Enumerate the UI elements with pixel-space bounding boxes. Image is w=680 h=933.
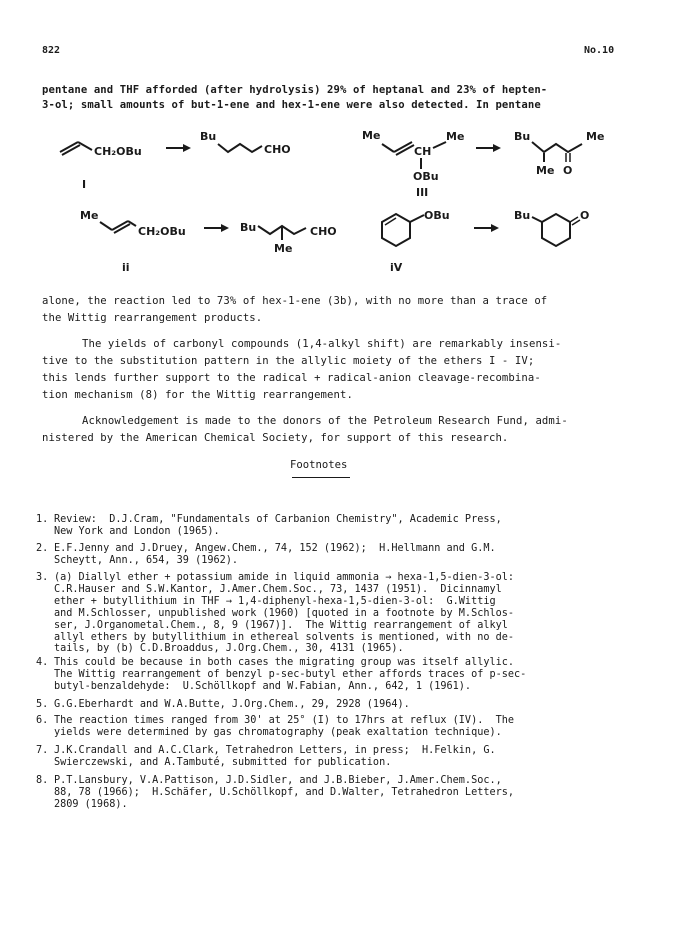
footnote-text [54, 657, 526, 693]
footnote-number: 1. [36, 514, 49, 525]
r3-obu: OBu [413, 170, 439, 183]
footnote-line: This could be because in both cases the migrating group was itself allylic. [54, 657, 515, 668]
footnote-number: 2. [36, 543, 49, 554]
footnote-number: 7. [36, 745, 49, 756]
r1-start-label: CH₂OBu [94, 145, 142, 158]
footnote-text [54, 514, 502, 538]
footnote-line: yields were determined by gas chromatography (peak exaltation technique). [54, 726, 502, 738]
r2-prod-me: Me [274, 242, 293, 255]
r2-prod-cho: CHO [310, 225, 337, 238]
r3-ch: CH [414, 145, 432, 158]
footnote-line: Scheytt, Ann., 654, 39 (1962). [54, 554, 239, 566]
footnote-number: 3. [36, 572, 49, 583]
footnote-line: The reaction times ranged from 30' at 25° (I) to 17hrs at reflux (IV). The [54, 715, 515, 726]
footnote-line: J.K.Crandall and A.C.Clark, Tetrahedron Letters, in press; H.Felkin, G. [54, 745, 496, 756]
footnotes-heading: Footnotes [290, 459, 348, 471]
footnote-line: tails, by (b) C.D.Broaddus, J.Org.Chem., 30, 4131 (1965). [54, 643, 404, 655]
footnote-number: 8. [36, 775, 49, 786]
footnote-text [54, 745, 496, 769]
paragraph-line: nistered by the American Chemical Society, for support of this research. [42, 432, 509, 444]
paragraph-line: this lends further support to the radical + radical-anion cleavage-recombina- [42, 372, 541, 384]
paragraph-line: tive to the substitution pattern in the allylic moiety of the ethers I - IV; [42, 355, 535, 367]
label-ii: ii [122, 261, 130, 274]
footnote-line: The Wittig rearrangement of benzyl p-sec-butyl ether affords traces of p-sec- [54, 668, 527, 680]
r3-prod-bu: Bu [514, 130, 531, 143]
r2-start-label: CH₂OBu [138, 225, 186, 238]
paragraph-line: The yields of carbonyl compounds (1,4-alkyl shift) are remarkably insensi- [82, 338, 562, 350]
footnote-line: New York and London (1965). [54, 525, 220, 537]
paragraph-line: Acknowledgement is made to the donors of the Petroleum Research Fund, admi- [82, 415, 568, 427]
page-number: 822 [42, 45, 61, 56]
footnote-line: 88, 78 (1966); H.Schäfer, U.Schöllkopf, and D.Walter, Tetrahedron Letters, [54, 786, 515, 798]
footnote-line: C.R.Hauser and S.W.Kantor, J.Amer.Chem.Soc., 73, 1437 (1951). Dicinnamyl [54, 583, 502, 595]
intro-line: pentane and THF afforded (after hydrolysis) 29% of heptanal and 23% of hepten- [42, 84, 548, 96]
footnote-line: P.T.Lansbury, V.A.Pattison, J.D.Sidler, and J.B.Bieber, J.Amer.Chem.Soc., [54, 775, 502, 786]
paragraph-line: alone, the reaction led to 73% of hex-1-ene (3b), with no more than a trace of [42, 295, 548, 307]
footnote-line: Review: D.J.Cram, "Fundamentals of Carbanion Chemistry", Academic Press, [54, 514, 502, 525]
journal-issue: No.10 [584, 45, 615, 56]
r2-prod-bu: Bu [240, 221, 257, 234]
label-iv: iV [390, 261, 403, 274]
footnote-line: butyl-benzaldehyde: U.Schöllkopf and W.Fabian, Ann., 642, 1 (1961). [54, 680, 472, 692]
footnote-line: and M.Schlosser, unpublished work (1960) [quoted in a footnote by M.Schlos- [54, 607, 515, 619]
r3-prod-me: Me [586, 130, 605, 143]
footnote-number: 5. [36, 699, 49, 710]
r3-me-right: Me [446, 130, 465, 143]
footnote-number: 4. [36, 657, 49, 668]
footnote-line: Swierczewski, and A.Tambuté, submitted for publication. [54, 756, 392, 768]
r4-prod-o: O [580, 209, 590, 222]
footnote-text [54, 543, 496, 567]
footnote-text [54, 715, 514, 739]
footnote-line: E.F.Jenny and J.Druey, Angew.Chem., 74, 152 (1962); H.Hellmann and G.M. [54, 543, 496, 554]
footnote-line: (a) Diallyl ether + potassium amide in liquid ammonia → hexa-1,5-dien-3-ol: [54, 572, 515, 583]
intro-line: 3-ol; small amounts of but-1-ene and hex-1-ene were also detected. In pentane [42, 99, 541, 111]
paragraph-line: the Wittig rearrangement products. [42, 312, 263, 324]
label-iii: III [416, 186, 429, 199]
r3-prod-o: O [563, 164, 573, 177]
r4-prod-bu: Bu [514, 209, 531, 222]
footnote-line: ether + butyllithium in THF → 1,4-diphenyl-hexa-1,5-dien-3-ol: G.Wittig [54, 595, 496, 607]
footnote-line: 2809 (1968). [54, 798, 128, 810]
r3-prod-me-lower: Me [536, 164, 555, 177]
footnote-line: ser, J.Organometal.Chem., 8, 9 (1967)]. The Wittig rearrangement of alkyl [54, 619, 508, 631]
footnote-text [54, 775, 514, 811]
footnote-line: allyl ethers by butyllithium in ethereal solvents is mentioned, with no de- [54, 631, 515, 643]
footnote-number: 6. [36, 715, 49, 726]
r4-obu: OBu [424, 209, 450, 222]
r1-prod-cho: CHO [264, 143, 291, 156]
footnote-line: G.G.Eberhardt and W.A.Butte, J.Org.Chem., 29, 2928 (1964). [54, 699, 410, 710]
r2-me: Me [80, 209, 99, 222]
paragraph-line: tion mechanism (8) for the Wittig rearrangement. [42, 389, 353, 401]
r3-me: Me [362, 129, 381, 142]
r1-prod-bu: Bu [200, 130, 217, 143]
footnote-text [54, 572, 514, 655]
label-i: I [82, 178, 87, 191]
footnote-text [54, 699, 410, 711]
